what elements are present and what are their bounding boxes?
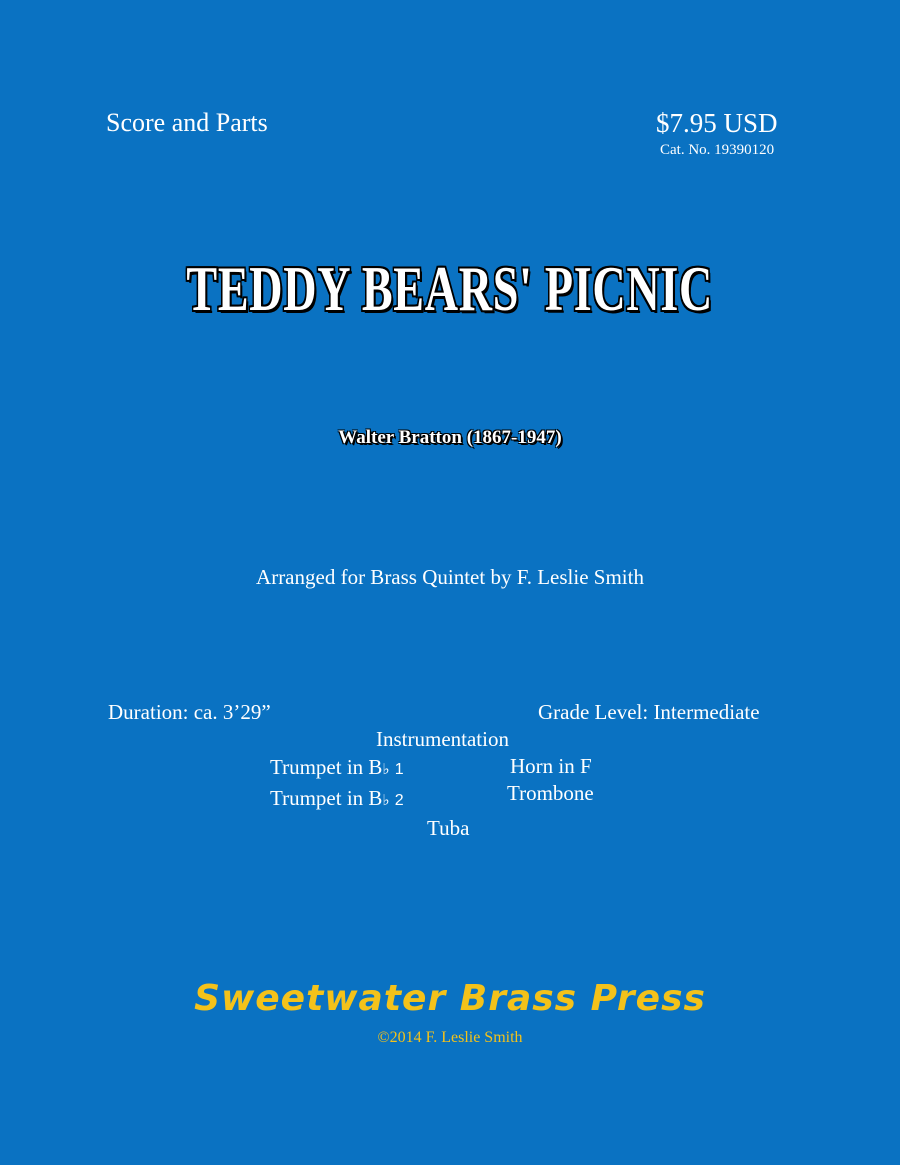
duration: Duration: ca. 3’29” <box>108 700 271 724</box>
instrument-trumpet-1 <box>270 755 404 780</box>
score-and-parts-label: Score and Parts <box>106 108 268 137</box>
page-title: TEDDY BEARS' PICNIC <box>186 253 714 324</box>
publisher-logo: Sweetwater Brass Press <box>194 978 706 1019</box>
copyright-container <box>0 1029 900 1047</box>
instrument-horn: Horn in F <box>510 754 592 778</box>
composer: Walter Bratton (1867-1947) <box>338 427 562 448</box>
part-number: 1 <box>394 761 404 778</box>
instrument-name: Trumpet in B <box>270 786 383 810</box>
publisher-container <box>0 978 900 1019</box>
price: $7.95 USD <box>656 108 778 138</box>
catalog-number: Cat. No. 19390120 <box>660 142 775 158</box>
flat-symbol: ♭ <box>382 791 390 809</box>
instrument-trumpet-2 <box>270 786 404 811</box>
title-container <box>0 252 900 326</box>
composer-container <box>0 427 900 449</box>
instrumentation-heading: Instrumentation <box>376 727 509 751</box>
instrument-name: Trumpet in B <box>270 755 383 779</box>
part-number: 2 <box>394 792 404 809</box>
instrument-trombone: Trombone <box>507 781 594 805</box>
flat-symbol: ♭ <box>382 760 390 778</box>
instrument-tuba: Tuba <box>427 816 470 840</box>
copyright: ©2014 F. Leslie Smith <box>377 1029 523 1046</box>
arranger-credit: Arranged for Brass Quintet by F. Leslie Smith <box>256 565 644 589</box>
grade-level: Grade Level: Intermediate <box>538 700 760 724</box>
